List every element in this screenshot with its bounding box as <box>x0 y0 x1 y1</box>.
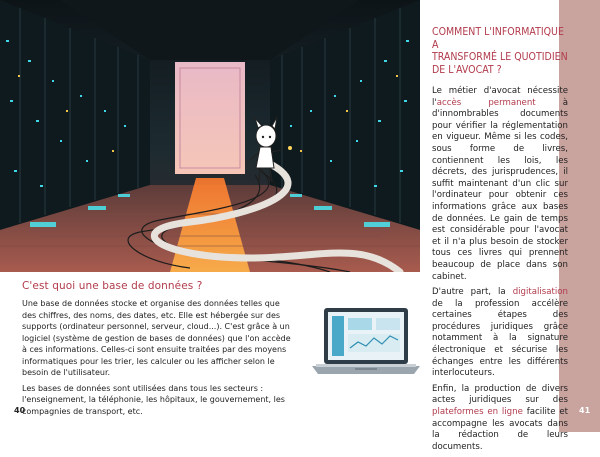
info-box <box>22 280 292 421</box>
page-number-left: 40 <box>14 406 26 415</box>
laptop-icon <box>310 302 422 384</box>
article-paragraph <box>432 287 568 380</box>
info-box-paragraph: Une base de données stocke et organise des données telles que des chiffres, des noms, des dates, etc. Elle est hébergée sur des supports (ordinateur personnel, serveur, cloud...). C'est grâce à un logiciel (système de gestion de bases de données) que l'on accède à ces informations. Celles-ci sont ensuite traitées par des moyens informatiques pour les trier, les calculer ou les afficher selon le besoin de l'utilisateur. <box>22 299 291 377</box>
server-room-illustration <box>0 0 420 272</box>
article <box>432 26 568 457</box>
highlight-text: digitalisation <box>512 287 568 298</box>
page-number-right: 41 <box>579 406 591 415</box>
text-run: à d'innombrables documents pour vérifier la réglementation en vigueur. Même si les codes, sous forme de livres, contiennent les lois, les décrets, des jurisprudences, il suffit maintenant d'un clic sur l'ordinateur pour obtenir ces informations grâce aux bases de données. Le gain de temps est considérable pour l'avocat et il n'a plus besoin de stocker tous ces livres qui prennent beaucoup de place dans son cabinet. <box>432 97 569 282</box>
text-run: D'autre part, la <box>432 287 513 298</box>
title-line: TRANSFORMÉ LE QUOTIDIEN <box>432 51 568 63</box>
text-run: facilite et accompagne les avocats dans la rédaction de leurs documents. <box>432 407 568 452</box>
text-run: Enfin, la production de divers actes juridiques sur des <box>432 383 568 406</box>
article-title <box>432 26 568 76</box>
info-box-paragraph: Les bases de données sont utilisées dans tous les secteurs : l'enseignement, la téléphonie, les hôpitaux, le gouvernement, les compagnies de transport, etc. <box>22 383 285 416</box>
highlight-text: accès permanent <box>436 97 536 108</box>
highlight-text: plateformes en ligne <box>432 407 523 418</box>
text-run: de la profession accélère certaines étapes des procédures juridiques grâce notamment à la signature électronique et sécurise les échanges entre les différents interlocuteurs. <box>432 298 568 379</box>
info-box-title: C'est quoi une base de données ? <box>22 280 203 292</box>
article-paragraph <box>432 86 568 283</box>
article-paragraph <box>432 384 568 454</box>
title-line: DE L'AVOCAT ? <box>432 63 502 76</box>
text-run: Le métier d'avocat nécessite l' <box>432 86 568 108</box>
title-line: COMMENT L'INFORMATIQUE A <box>432 26 564 51</box>
